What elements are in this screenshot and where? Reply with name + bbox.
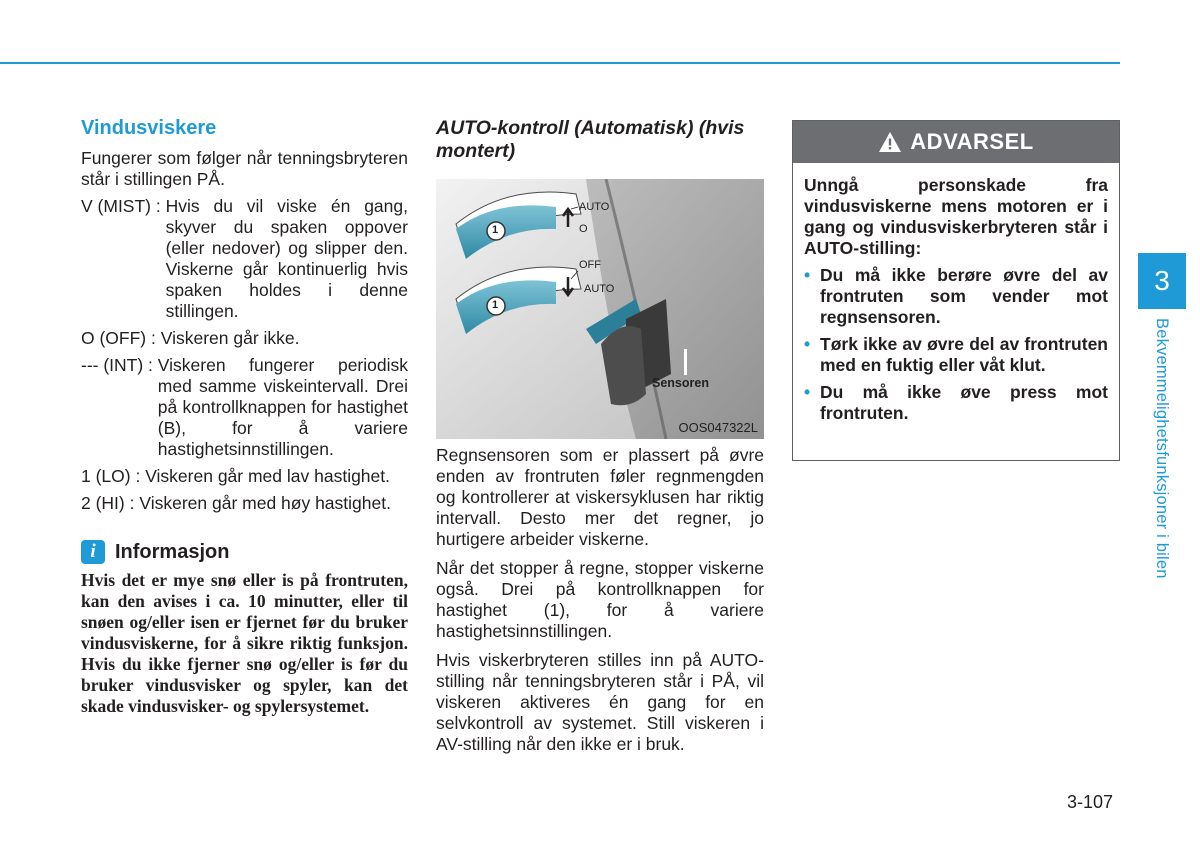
column-left bbox=[81, 117, 408, 717]
paragraph: Regnsensoren som er plassert på øvre enden av frontruten føler regnmengden og kontrollerer at viskersyklusen har riktig intervall. Desto mer det regner, jo hurtigere arbeider viskerne. bbox=[436, 445, 764, 549]
sensor-label: Sensoren bbox=[652, 376, 709, 390]
page-number: 3-107 bbox=[1067, 792, 1114, 812]
warning-triangle-icon bbox=[878, 131, 902, 153]
wiper-illustration bbox=[436, 179, 764, 439]
definition-int bbox=[81, 355, 408, 460]
definition-mist bbox=[81, 196, 408, 322]
bullet-icon: • bbox=[804, 382, 811, 402]
warning-title: ADVARSEL bbox=[910, 129, 1034, 154]
section-title: Vindusviskere bbox=[81, 117, 217, 139]
definition-desc: Viskeren går med høy hastighet. bbox=[139, 493, 391, 513]
definition-term: V (MIST) : bbox=[81, 196, 166, 216]
definition-off bbox=[81, 328, 408, 349]
subsection-title: AUTO-kontroll (Automatisk) (hvis montert) bbox=[436, 117, 745, 162]
bullet-icon: • bbox=[804, 265, 811, 285]
definition-desc: Viskeren fungerer periodisk med samme viskeintervall. Drei på kontrollknappen for hastighet (B), for å variere hastighetsinnstillingen. bbox=[157, 355, 408, 459]
bullet-text: Du må ikke øve press mot frontruten. bbox=[820, 382, 1108, 423]
bullet-icon: • bbox=[804, 334, 811, 354]
warning-box bbox=[792, 120, 1120, 461]
info-icon: i bbox=[81, 540, 105, 564]
definition-desc: Hvis du vil viske én gang, skyver du spaken oppover (eller nedover) og slipper den. Viskerne går kontinuerlig hvis spaken holdes i denne stillingen. bbox=[165, 196, 408, 321]
definition-hi bbox=[81, 493, 408, 514]
figure-code: OOS047322L bbox=[678, 420, 758, 435]
paragraph: Når det stopper å regne, stopper viskerne også. Drei på kontrollknappen for hastighet (1), for å variere hastighetsinnstillingen. bbox=[436, 558, 764, 641]
warning-bullet bbox=[804, 334, 1108, 376]
column-middle bbox=[436, 117, 764, 755]
chapter-title: Bekvemmelighetsfunksjoner i bilen bbox=[1153, 318, 1171, 579]
top-rule bbox=[0, 62, 1120, 64]
warning-body bbox=[793, 163, 1119, 424]
info-body: Hvis det er mye snø eller is på frontruten, kan den avises i ca. 10 minutter, eller til snøen og/eller isen er fjernet før du bruker vindusviskerne, for å sikre riktig funksjon. Hvis du ikke fjerner snø og/eller is før du bruker vindusvisker og spyler, kan det skade vindusvisker- og spylersystemet. bbox=[81, 570, 408, 716]
info-header bbox=[81, 540, 408, 564]
definition-term: --- (INT) : bbox=[81, 355, 158, 375]
definition-term: 1 (LO) : bbox=[81, 466, 146, 486]
label-off-top: O bbox=[579, 223, 588, 235]
warning-intro: Unngå personskade fra vindusviskerne mens motoren er i gang og vindusviskerbryteren står i AUTO-stilling: bbox=[804, 175, 1108, 258]
wiper-sensor-figure bbox=[436, 179, 764, 439]
label-knob-1-bottom: 1 bbox=[492, 299, 499, 311]
chapter-tab: 3 bbox=[1138, 253, 1186, 309]
bullet-text: Tørk ikke av øvre del av frontruten med en fuktig eller våt klut. bbox=[820, 334, 1108, 375]
label-auto-top: AUTO bbox=[579, 201, 610, 213]
definition-desc: Viskeren går med lav hastighet. bbox=[145, 466, 390, 486]
label-off: OFF bbox=[579, 259, 601, 271]
label-knob-1-top: 1 bbox=[492, 224, 499, 236]
bullet-text: Du må ikke berøre øvre del av frontruten som vender mot regnsensoren. bbox=[820, 265, 1108, 327]
definition-desc: Viskeren går ikke. bbox=[160, 328, 300, 348]
warning-bullet bbox=[804, 265, 1108, 328]
paragraph: Hvis viskerbryteren stilles inn på AUTO-stilling når tenningsbryteren står i PÅ, vil viskeren aktiveres én gang for en selvkontroll av systemet. Still viskeren i AV-stilling når den ikke er i bruk. bbox=[436, 650, 764, 754]
intro-text: Fungerer som følger når tenningsbryteren står i stillingen PÅ. bbox=[81, 148, 408, 189]
label-auto-bottom: AUTO bbox=[584, 283, 615, 295]
definition-term: O (OFF) : bbox=[81, 328, 161, 348]
info-title: Informasjon bbox=[115, 540, 230, 563]
warning-bullet bbox=[804, 382, 1108, 424]
definition-term: 2 (HI) : bbox=[81, 493, 140, 513]
definition-lo bbox=[81, 466, 408, 487]
warning-header bbox=[793, 121, 1119, 163]
